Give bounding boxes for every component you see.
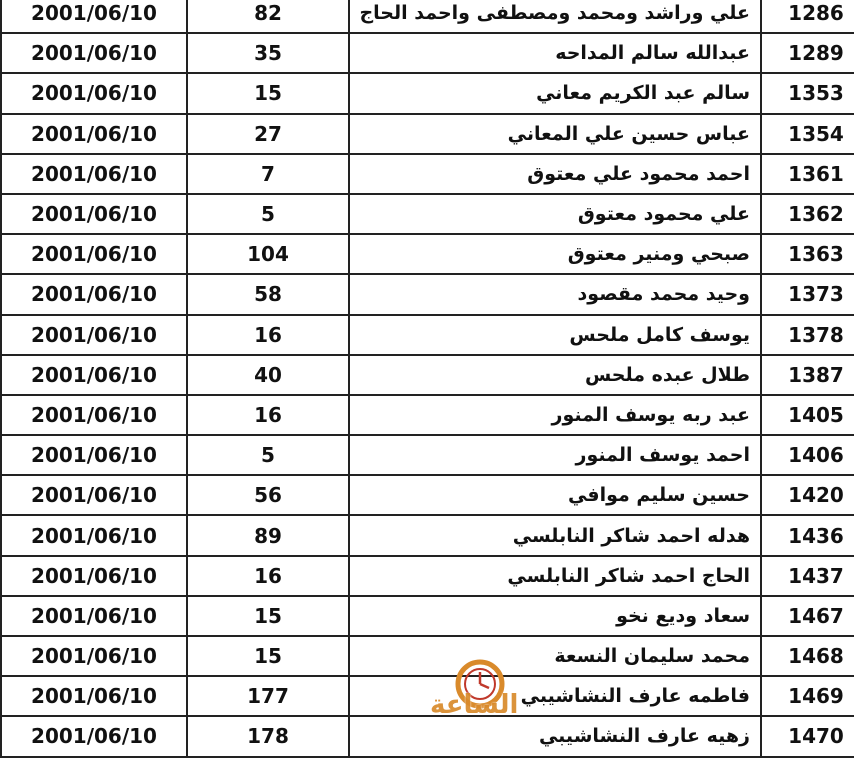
- id-cell: 1437: [761, 556, 854, 596]
- date-cell: 2001/06/10: [1, 556, 187, 596]
- quantity-cell: 178: [187, 716, 349, 756]
- table-row: [1, 636, 854, 676]
- name-cell: الحاج احمد شاكر النابلسي: [349, 556, 761, 596]
- name-cell: سالم عبد الكريم معاني: [349, 73, 761, 113]
- table-row: [1, 194, 854, 234]
- id-cell: 1469: [761, 676, 854, 716]
- name-cell: يوسف كامل ملحس: [349, 315, 761, 355]
- name-cell: طلال عبده ملحس: [349, 355, 761, 395]
- name-cell: حسين سليم موافي: [349, 475, 761, 515]
- id-cell: 1286: [761, 0, 854, 33]
- quantity-cell: 7: [187, 154, 349, 194]
- id-cell: 1468: [761, 636, 854, 676]
- table-row: [1, 73, 854, 113]
- table-row: [1, 33, 854, 73]
- table-row: [1, 0, 854, 33]
- table-row: [1, 676, 854, 716]
- name-cell: علي وراشد ومحمد ومصطفى واحمد الحاج: [349, 0, 761, 33]
- id-cell: 1405: [761, 395, 854, 435]
- table-row: [1, 716, 854, 756]
- id-cell: 1470: [761, 716, 854, 756]
- id-cell: 1436: [761, 515, 854, 555]
- watermark-logo-text: الساعة: [430, 690, 519, 720]
- quantity-cell: 104: [187, 234, 349, 274]
- table-row: [1, 114, 854, 154]
- table-row: [1, 234, 854, 274]
- name-cell: عباس حسين علي المعاني: [349, 114, 761, 154]
- date-cell: 2001/06/10: [1, 154, 187, 194]
- table-row: [1, 435, 854, 475]
- date-cell: 2001/06/10: [1, 234, 187, 274]
- table-row: [1, 556, 854, 596]
- name-cell: محمد سليمان النسعة: [349, 636, 761, 676]
- id-cell: 1354: [761, 114, 854, 154]
- table-row: [1, 355, 854, 395]
- name-cell: سعاد وديع نخو: [349, 596, 761, 636]
- table-row: [1, 154, 854, 194]
- id-cell: 1406: [761, 435, 854, 475]
- id-cell: 1373: [761, 274, 854, 314]
- name-cell: صبحي ومنير معتوق: [349, 234, 761, 274]
- date-cell: 2001/06/10: [1, 355, 187, 395]
- name-cell: عبدالله سالم المداحه: [349, 33, 761, 73]
- date-cell: 2001/06/10: [1, 676, 187, 716]
- id-cell: 1387: [761, 355, 854, 395]
- name-cell: هدله احمد شاكر النابلسي: [349, 515, 761, 555]
- id-cell: 1378: [761, 315, 854, 355]
- table-row: [1, 475, 854, 515]
- quantity-cell: 56: [187, 475, 349, 515]
- table-row: [1, 596, 854, 636]
- quantity-cell: 177: [187, 676, 349, 716]
- quantity-cell: 58: [187, 274, 349, 314]
- quantity-cell: 15: [187, 636, 349, 676]
- date-cell: 2001/06/10: [1, 515, 187, 555]
- quantity-cell: 27: [187, 114, 349, 154]
- quantity-cell: 16: [187, 395, 349, 435]
- records-table-body: [1, 0, 854, 757]
- quantity-cell: 82: [187, 0, 349, 33]
- quantity-cell: 5: [187, 194, 349, 234]
- date-cell: 2001/06/10: [1, 33, 187, 73]
- name-cell: احمد محمود علي معتوق: [349, 154, 761, 194]
- date-cell: 2001/06/10: [1, 114, 187, 154]
- quantity-cell: 89: [187, 515, 349, 555]
- quantity-cell: 15: [187, 73, 349, 113]
- date-cell: 2001/06/10: [1, 716, 187, 756]
- id-cell: 1362: [761, 194, 854, 234]
- name-cell: عبد ربه يوسف المنور: [349, 395, 761, 435]
- quantity-cell: 5: [187, 435, 349, 475]
- table-row: [1, 515, 854, 555]
- date-cell: 2001/06/10: [1, 73, 187, 113]
- date-cell: 2001/06/10: [1, 0, 187, 33]
- id-cell: 1361: [761, 154, 854, 194]
- date-cell: 2001/06/10: [1, 395, 187, 435]
- date-cell: 2001/06/10: [1, 315, 187, 355]
- name-cell: زهيه عارف النشاشيبي: [349, 716, 761, 756]
- id-cell: 1289: [761, 33, 854, 73]
- date-cell: 2001/06/10: [1, 435, 187, 475]
- quantity-cell: 35: [187, 33, 349, 73]
- date-cell: 2001/06/10: [1, 636, 187, 676]
- name-cell: علي محمود معتوق: [349, 194, 761, 234]
- name-cell: فاطمه عارف النشاشيبي: [349, 676, 761, 716]
- quantity-cell: 40: [187, 355, 349, 395]
- id-cell: 1467: [761, 596, 854, 636]
- table-row: [1, 274, 854, 314]
- quantity-cell: 15: [187, 596, 349, 636]
- table-row: [1, 395, 854, 435]
- date-cell: 2001/06/10: [1, 596, 187, 636]
- name-cell: وحيد محمد مقصود: [349, 274, 761, 314]
- name-cell: احمد يوسف المنور: [349, 435, 761, 475]
- date-cell: 2001/06/10: [1, 194, 187, 234]
- date-cell: 2001/06/10: [1, 274, 187, 314]
- quantity-cell: 16: [187, 556, 349, 596]
- quantity-cell: 16: [187, 315, 349, 355]
- id-cell: 1363: [761, 234, 854, 274]
- date-cell: 2001/06/10: [1, 475, 187, 515]
- id-cell: 1353: [761, 73, 854, 113]
- table-row: [1, 315, 854, 355]
- id-cell: 1420: [761, 475, 854, 515]
